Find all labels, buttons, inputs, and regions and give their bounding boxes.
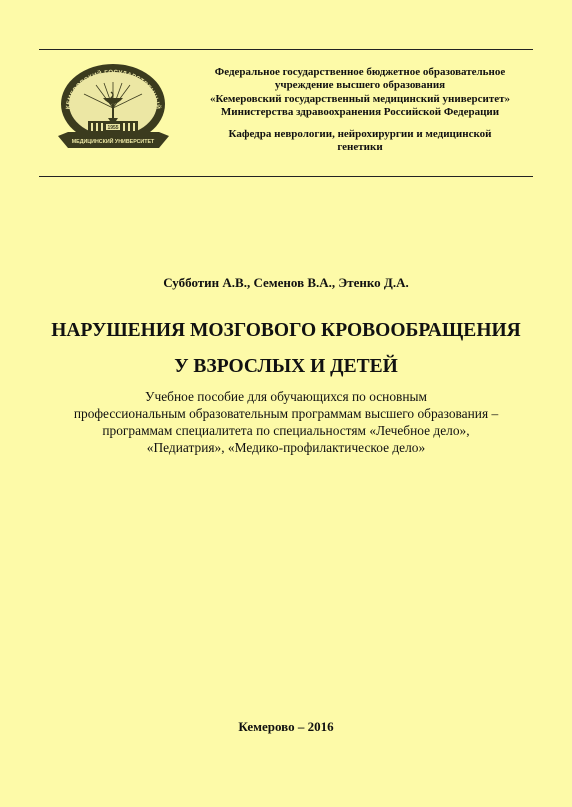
subtitle-line: профессиональным образовательным программам высшего образования –	[73, 406, 499, 421]
emblem-arc-text: КЕМЕРОВСКИЙ ГОСУДАРСТВЕННЫЙ	[64, 68, 162, 110]
title-line-1: НАРУШЕНИЯ МОЗГОВОГО КРОВООБРАЩЕНИЯ	[51, 320, 521, 341]
department-line: Кафедра неврологии, нейрохирургии и медицинской	[228, 127, 492, 140]
institution-line: «Кемеровский государственный медицинский университет»	[209, 92, 511, 105]
city-year: Кемерово – 2016	[238, 719, 334, 734]
institution-header	[180, 66, 540, 154]
institution-line: учреждение высшего образования	[274, 79, 446, 92]
institution-line: Федеральное государственное бюджетное образовательное	[214, 66, 506, 78]
title-line-2: У ВЗРОСЛЫХ И ДЕТЕЙ	[174, 356, 398, 377]
emblem-year: 1955	[107, 125, 119, 131]
bottom-rule	[39, 176, 533, 177]
university-emblem	[56, 60, 171, 160]
authors: Субботин А.В., Семенов В.А., Этенко Д.А.	[163, 275, 409, 290]
emblem-ribbon-text: МЕДИЦИНСКИЙ УНИВЕРСИТЕТ	[71, 139, 155, 145]
subtitle-line: «Педиатрия», «Медико-профилактическое дело»	[146, 440, 426, 455]
top-rule	[39, 49, 533, 50]
subtitle	[0, 388, 572, 456]
department-line: генетики	[337, 141, 383, 154]
subtitle-line: Учебное пособие для обучающихся по основным	[144, 389, 427, 404]
institution-line: Министерства здравоохранения Российской Федерации	[220, 106, 500, 119]
subtitle-line: программам специалитета по специальностям «Лечебное дело»,	[102, 423, 470, 438]
